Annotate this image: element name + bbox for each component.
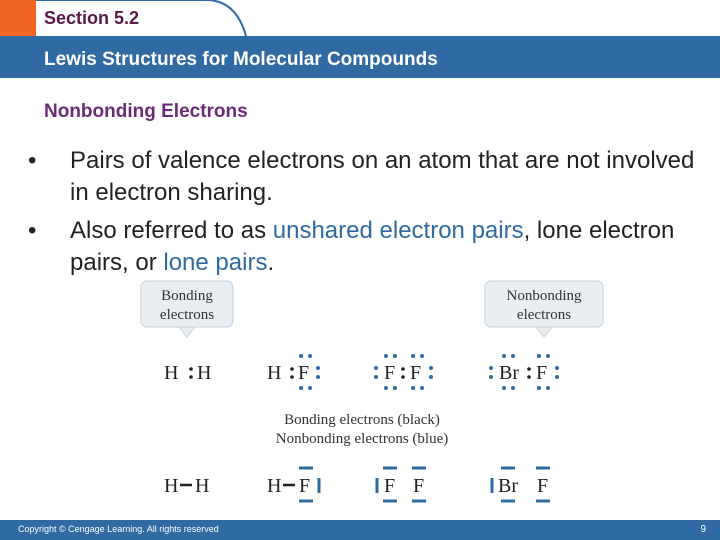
bullet-dot: •: [28, 217, 37, 244]
atom-label: Br: [498, 475, 518, 497]
atom-label: F: [536, 362, 548, 384]
page-number: 9: [700, 524, 706, 535]
atom-label: F: [413, 475, 425, 497]
atom-label: Br: [499, 362, 519, 384]
atom-label: H: [197, 362, 212, 384]
header-tab-area: [0, 0, 720, 36]
bullet-text: Pairs of valence electrons on an atom that are not involved in electron sharing.: [70, 147, 695, 206]
atom-label: F: [537, 475, 549, 497]
atom-label: H: [195, 475, 210, 497]
accent-square: [0, 0, 36, 36]
molecule-h2-line: [164, 475, 209, 497]
atom-label: H: [164, 362, 179, 384]
molecule-f2-line: [377, 468, 426, 501]
copyright-text: Copyright © Cengage Learning. All rights reserved: [18, 524, 219, 534]
callout-line: electrons: [159, 307, 215, 323]
bullet-text: Also referred to as: [70, 217, 273, 244]
footer-bar: [0, 520, 720, 540]
atom-label: H: [267, 362, 282, 384]
bullet-text: , lone electron pairs, or: [70, 217, 675, 276]
lewis-diagram: [139, 279, 624, 516]
highlight-term: lone pairs: [163, 249, 268, 276]
atom-label: F: [384, 475, 396, 497]
atom-label: F: [384, 362, 396, 384]
legend-bonding: Bonding electrons (black): [284, 412, 440, 428]
legend-nonbonding: Nonbonding electrons (blue): [275, 431, 449, 447]
atom-label: F: [410, 362, 422, 384]
slide-title: Lewis Structures for Molecular Compounds: [44, 49, 438, 70]
callout-line: electrons: [516, 307, 572, 323]
bullet-item: [28, 145, 708, 209]
bullet-item: [28, 215, 708, 279]
molecule-hf-line: [267, 468, 319, 501]
callout-bonding: [141, 281, 233, 337]
molecule-brf-dot: [489, 354, 559, 390]
atom-label: H: [164, 475, 179, 497]
callout-line: Nonbonding: [506, 288, 582, 304]
atom-label: F: [299, 475, 311, 497]
molecule-hf-dot: [267, 354, 320, 390]
molecule-brf-line: [492, 468, 550, 501]
callout-line: Bonding: [161, 288, 213, 304]
title-bar: [0, 36, 720, 78]
molecule-h2-dot: [164, 362, 211, 384]
atom-label: H: [267, 475, 282, 497]
bullet-text: .: [267, 249, 275, 276]
bullet-list: [28, 145, 708, 285]
slide-subtitle: Nonbonding Electrons: [44, 101, 248, 122]
lewis-figure: [139, 279, 624, 516]
molecule-f2-dot: [374, 354, 433, 390]
bullet-dot: •: [28, 147, 37, 174]
atom-label: F: [298, 362, 310, 384]
section-number: Section 5.2: [44, 8, 140, 28]
highlight-term: unshared electron pairs: [272, 217, 524, 244]
callout-nonbonding: [485, 281, 603, 337]
